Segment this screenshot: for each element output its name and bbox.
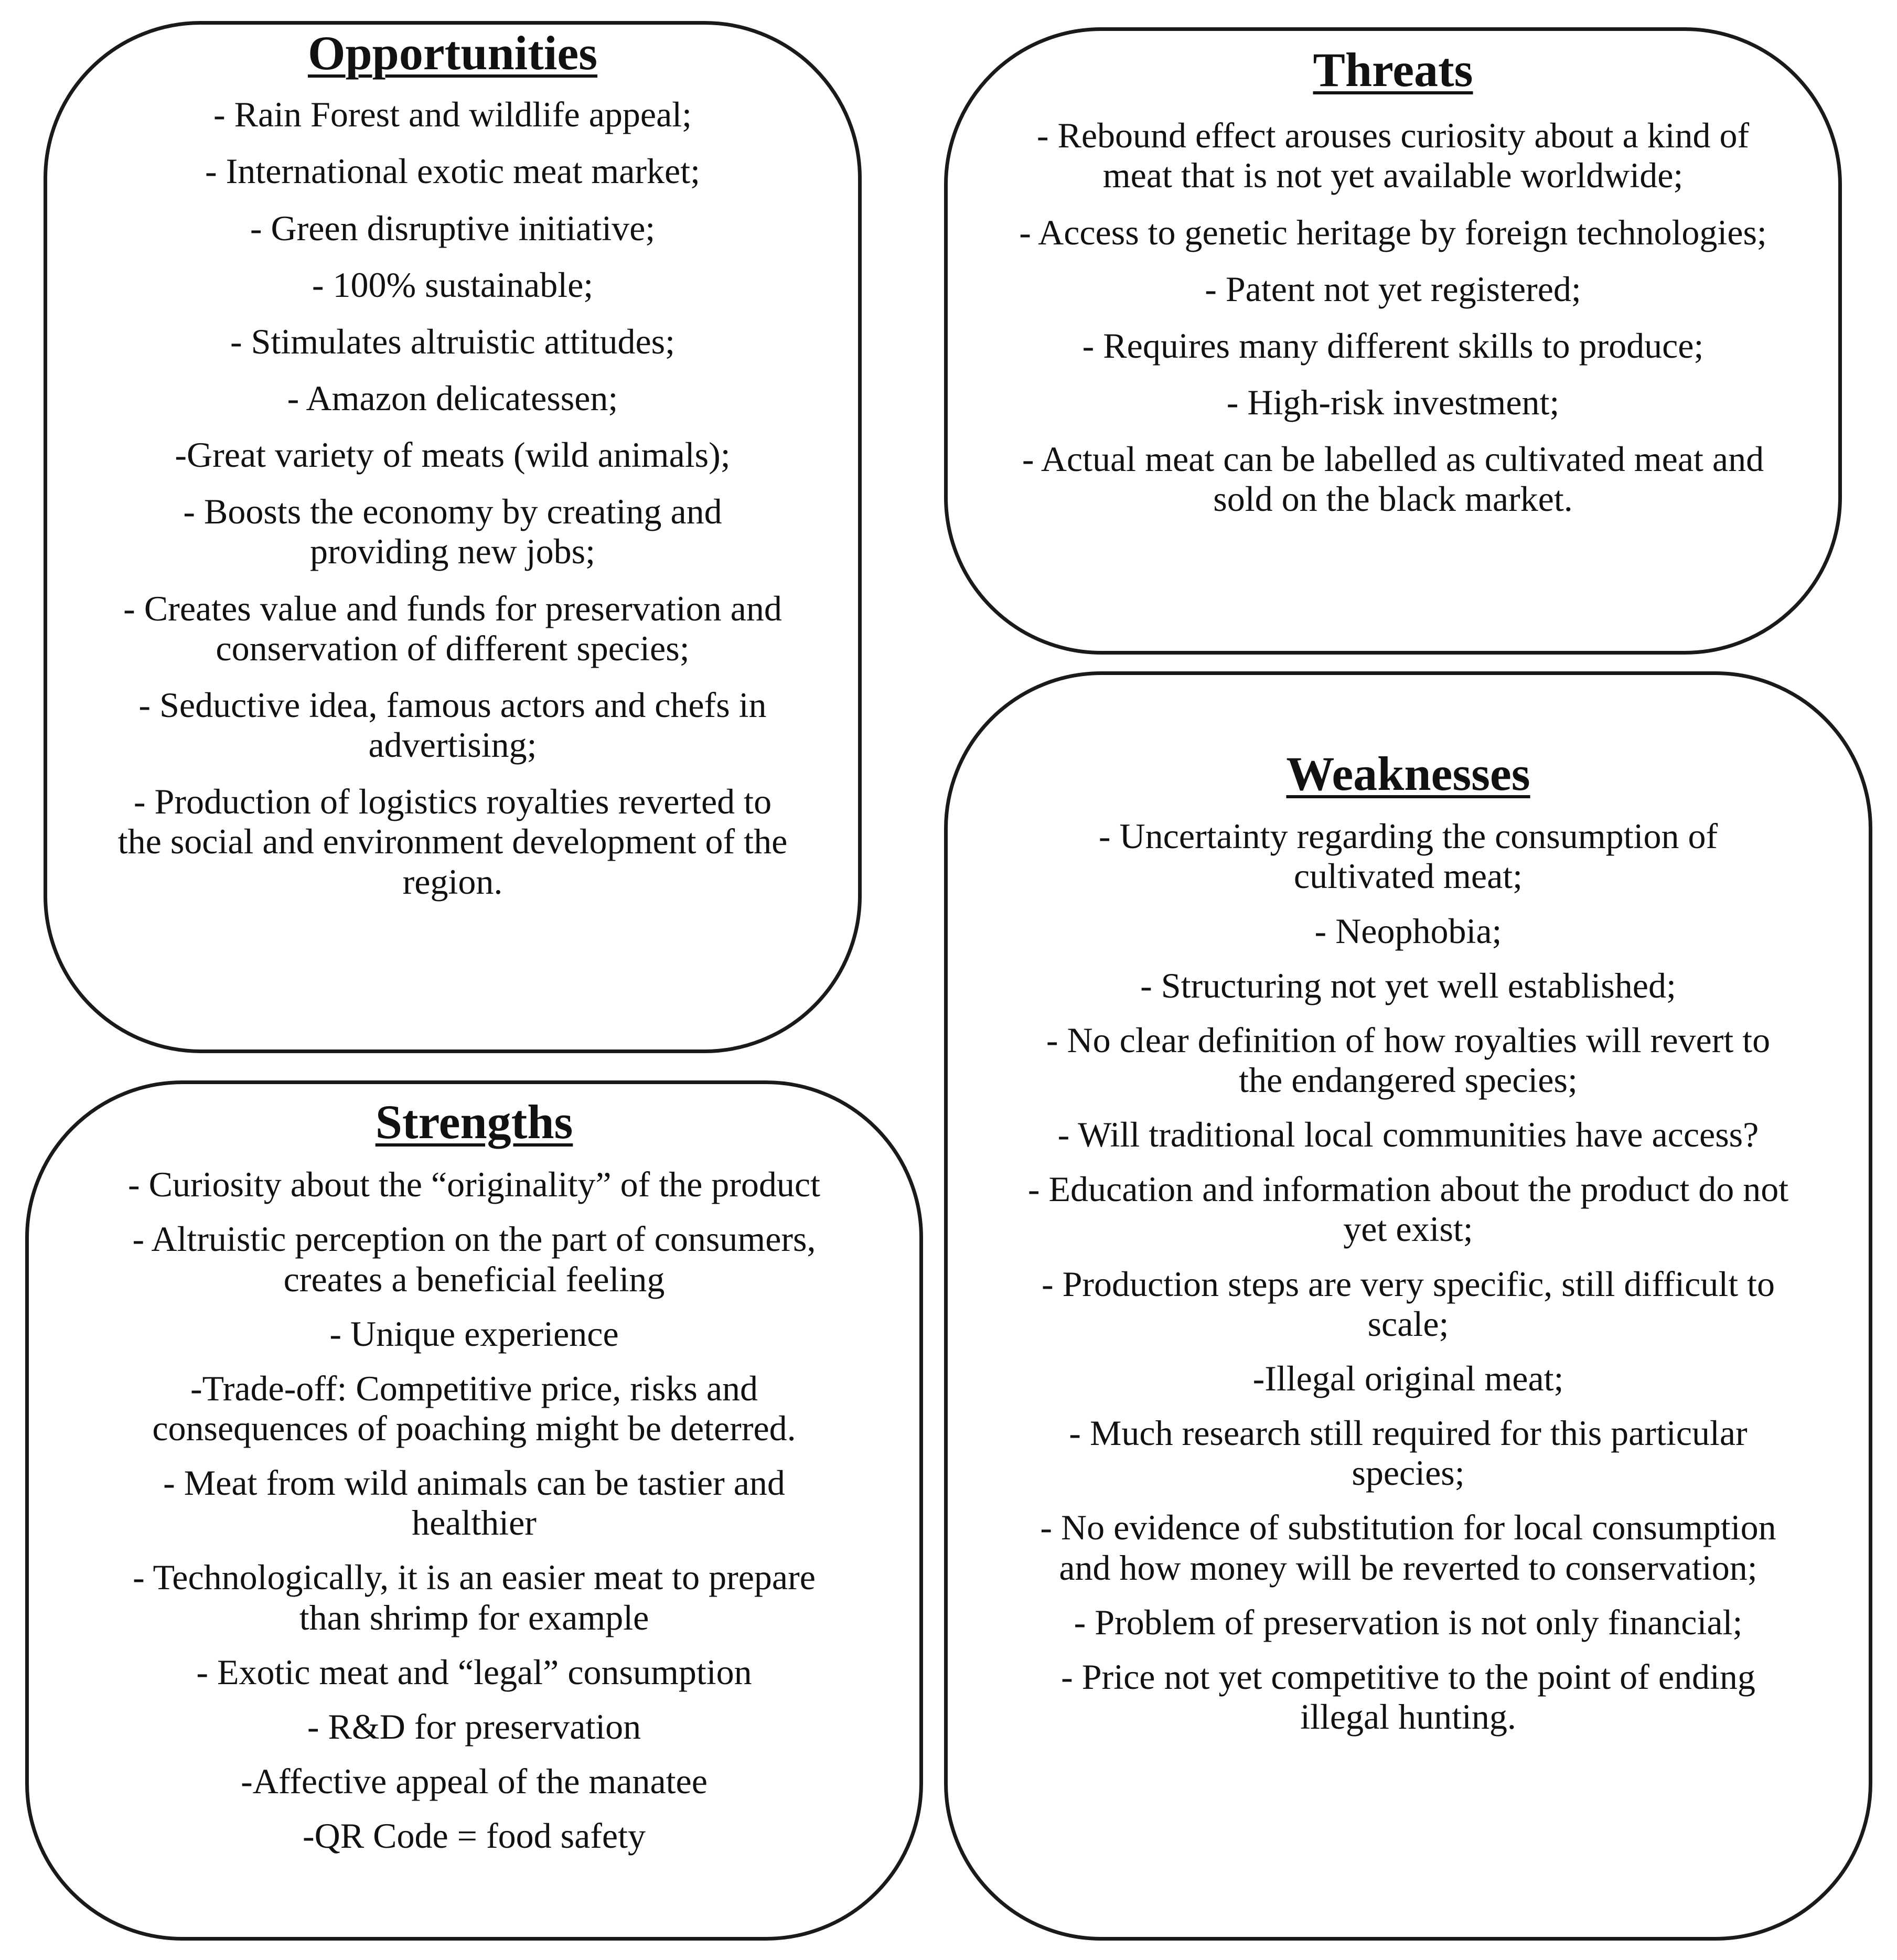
strengths-item: - Exotic meat and “legal” consumption [196,1652,752,1692]
weaknesses-item: - Much research still required for this particular species; [1069,1413,1748,1493]
weaknesses-list [1026,816,1790,1737]
strengths-panel [25,1080,923,1941]
weaknesses-item: - Structuring not yet well established; [1140,965,1676,1005]
strengths-item: -Trade-off: Competitive price, risks and consequences of poaching might be deterred. [152,1368,796,1448]
threats-item: - High-risk investment; [1226,382,1560,422]
opportunities-item: - Seductive idea, famous actors and chefs in advertising; [138,684,767,765]
opportunities-list [115,94,790,902]
opportunities-item: -Great variety of meats (wild animals); [175,435,731,475]
weaknesses-item: - Production steps are very specific, still difficult to scale; [1041,1263,1775,1344]
weaknesses-item: - No clear definition of how royalties will revert to the endangered species; [1046,1020,1771,1100]
opportunities-item: - Amazon delicatessen; [287,378,618,418]
strengths-item: - Altruistic perception on the part of consumers, creates a beneficial feeling [132,1219,816,1299]
strengths-item: -Affective appeal of the manatee [241,1761,708,1802]
weaknesses-item: - Neophobia; [1314,911,1502,951]
weaknesses-item: - Education and information about the product do not yet exist; [1027,1169,1789,1249]
weaknesses-item: - No evidence of substitution for local consumption and how money will be reverted to conservation; [1040,1507,1776,1588]
strengths-title: Strengths [375,1095,573,1149]
threats-item: - Actual meat can be labelled as cultivated meat and sold on the black market. [1022,439,1764,519]
opportunities-item: - Stimulates altruistic attitudes; [230,321,675,361]
strengths-item: - R&D for preservation [307,1706,641,1747]
weaknesses-item: - Will traditional local communities have access? [1057,1115,1759,1155]
opportunities-item: - Green disruptive initiative; [250,208,656,248]
opportunities-title: Opportunities [307,26,598,80]
threats-list [1005,115,1781,519]
strengths-item: - Unique experience [329,1313,619,1354]
weaknesses-title: Weaknesses [1286,747,1530,800]
strengths-item: - Curiosity about the “originality” of the product [127,1164,821,1205]
threats-panel [944,27,1842,655]
opportunities-item: - International exotic meat market; [205,151,701,191]
strengths-item: - Technologically, it is an easier meat to prepare than shrimp for example [133,1557,816,1637]
weaknesses-item: - Price not yet competitive to the point of ending illegal hunting. [1061,1656,1755,1737]
opportunities-item: - Production of logistics royalties reverted to the social and environment development of the region. [117,781,788,902]
weaknesses-item: -Illegal original meat; [1252,1358,1564,1398]
opportunities-panel [44,21,862,1053]
weaknesses-item: - Uncertainty regarding the consumption of cultivated meat; [1098,816,1718,896]
strengths-list [102,1164,846,1856]
threats-item: - Access to genetic heritage by foreign technologies; [1019,212,1767,252]
threats-item: - Rebound effect arouses curiosity about a kind of meat that is not yet available worldwide; [1036,115,1750,196]
threats-item: - Patent not yet registered; [1205,269,1581,309]
weaknesses-item: - Problem of preservation is not only financial; [1074,1602,1743,1642]
threats-item: - Requires many different skills to produce; [1082,325,1704,366]
opportunities-item: - Boosts the economy by creating and providing new jobs; [183,491,722,572]
opportunities-item: - 100% sustainable; [312,264,594,305]
strengths-item: -QR Code = food safety [302,1816,646,1856]
opportunities-item: - Rain Forest and wildlife appeal; [213,94,692,135]
strengths-item: - Meat from wild animals can be tastier and healthier [163,1463,785,1543]
opportunities-item: - Creates value and funds for preservation and conservation of different species; [123,588,782,668]
threats-title: Threats [1313,43,1473,97]
weaknesses-panel [944,671,1872,1941]
